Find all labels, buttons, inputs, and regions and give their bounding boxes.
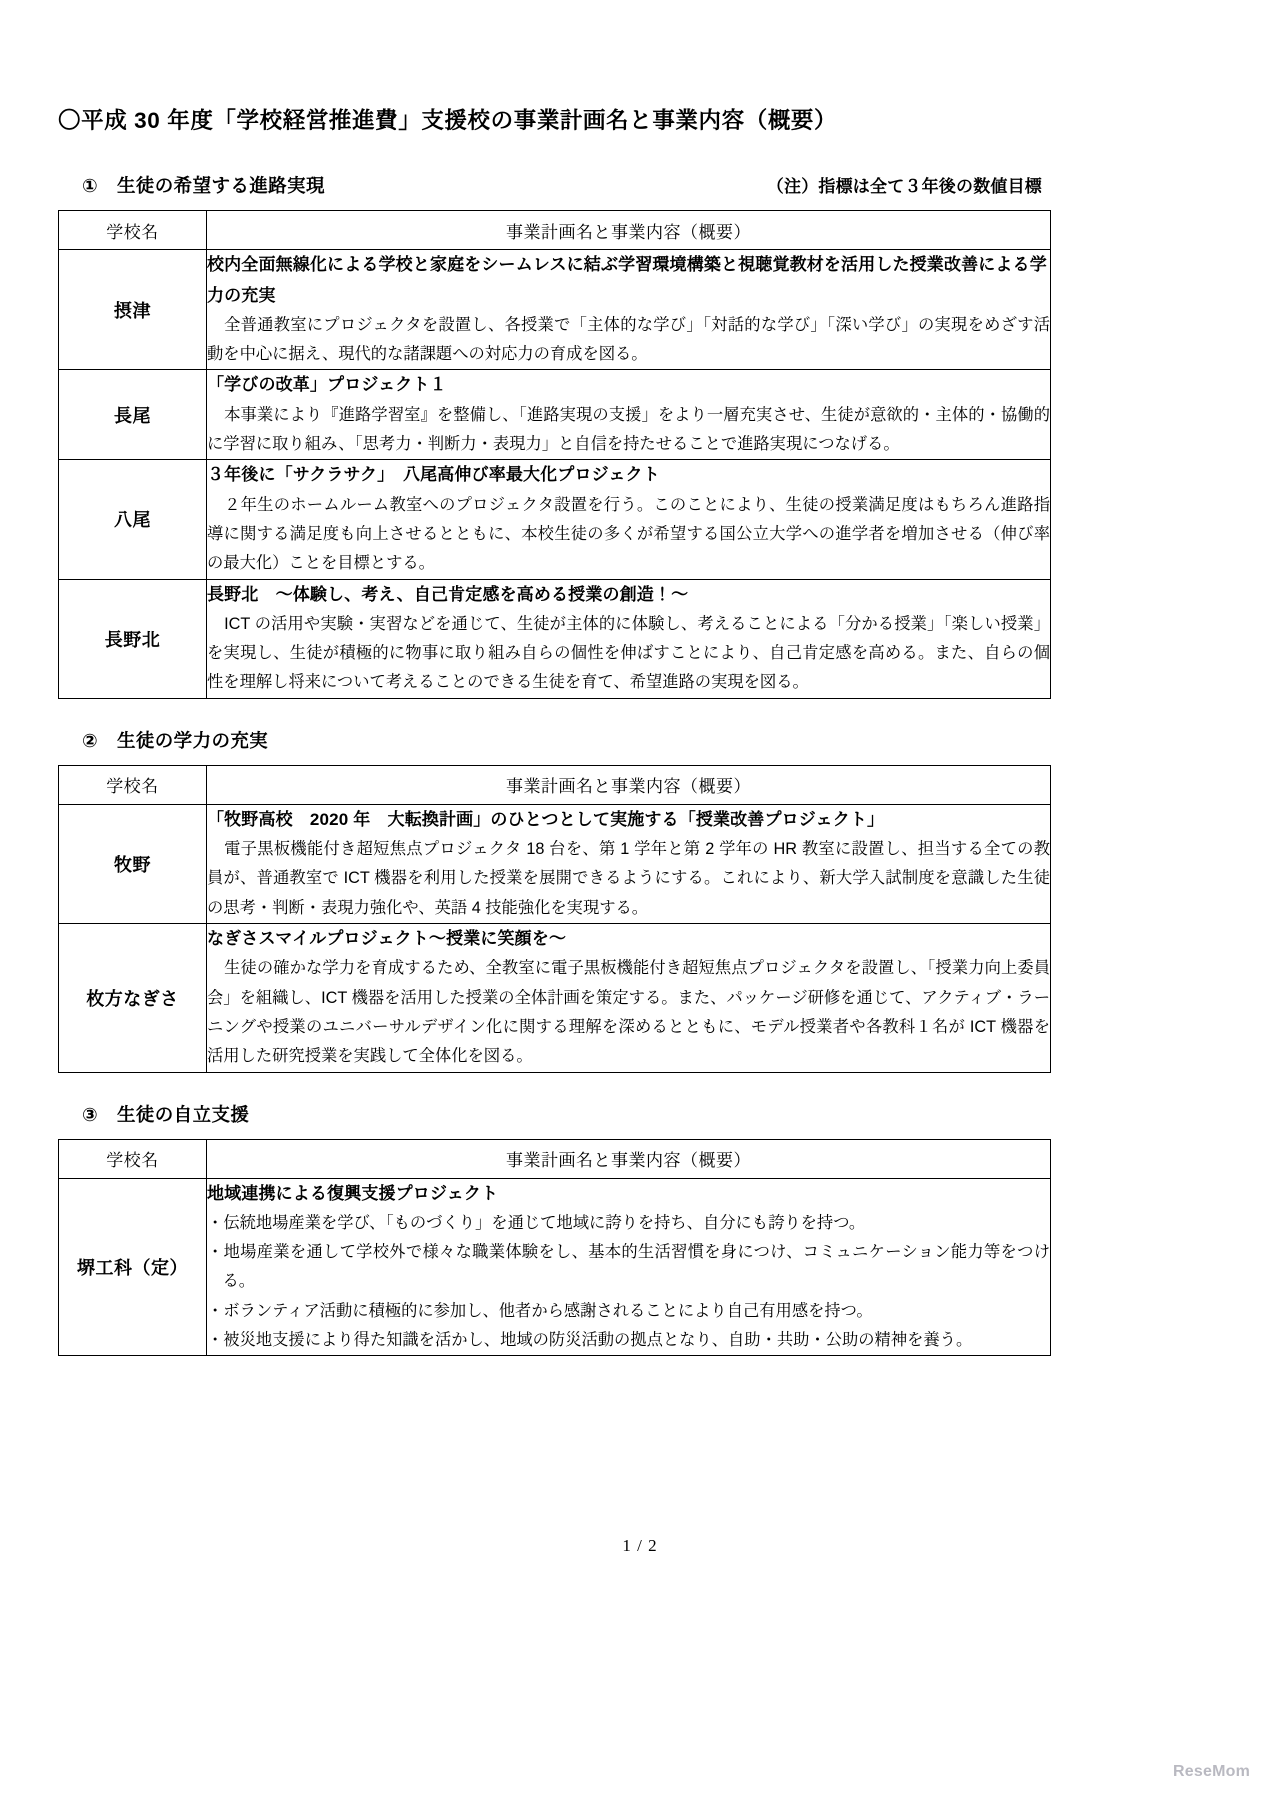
table-header-row	[59, 765, 1051, 804]
section-title-1: ① 生徒の希望する進路実現	[82, 175, 325, 197]
plan-content	[207, 924, 1051, 1073]
section-note-1: （注）指標は全て３年後の数値目標	[766, 177, 1042, 197]
column-header-content: 事業計画名と事業内容（概要）	[207, 1139, 1051, 1178]
plan-name: 地域連携による復興支援プロジェクト	[207, 1183, 499, 1203]
table-row	[59, 804, 1051, 923]
section-header-2	[58, 727, 1050, 753]
plan-table-3	[58, 1139, 1051, 1357]
table-header-row	[59, 1139, 1051, 1178]
school-name: 長野北	[59, 579, 207, 698]
plan-content	[207, 804, 1051, 923]
list-item: ・ 地場産業を通して学校外で様々な職業体験をし、基本的生活習慣を身につけ、コミュニケーション能力等をつける。	[207, 1238, 1050, 1297]
plan-description: 本事業により『進路学習室』を整備し、「進路実現の支援」をより一層充実させ、生徒が意欲的・主体的・協働的に学習に取り組み、「思考力・判断力・表現力」と自信を持たせることで進路実現につなげる。	[207, 405, 1050, 453]
plan-content	[207, 460, 1051, 579]
table-row	[59, 924, 1051, 1073]
section-header-3	[58, 1101, 1050, 1127]
plan-description: ICT の活用や実験・実習などを通じて、生徒が主体的に体験し、考えることによる「分かる授業」「楽しい授業」を実現し、生徒が積極的に物事に取り組み自らの個性を伸ばすことにより、自己肯定感を高める。また、自らの個性を理解し将来について考えることのできる生徒を育て、希望進路の実現を図る。	[207, 614, 1050, 692]
plan-table-2	[58, 765, 1051, 1073]
plan-content	[207, 250, 1051, 370]
table-row	[59, 250, 1051, 370]
table-row	[59, 1178, 1051, 1356]
watermark-logo	[1173, 1763, 1250, 1781]
table-row	[59, 370, 1051, 460]
plan-description: 全普通教室にプロジェクタを設置し、各授業で「主体的な学び」「対話的な学び」「深い学び」の実現をめざす活動を中心に据え、現代的な諸課題への対応力の育成を図る。	[207, 315, 1050, 364]
plan-description: 生徒の確かな学力を育成するため、全教室に電子黒板機能付き超短焦点プロジェクタを設置し、「授業力向上委員会」を組織し、ICT 機器を活用した授業の全体計画を策定する。また、パッケージ研修を通じて、アクティブ・ラーニングや授業のユニバーサルデザイン化に関する理解を深めるとともに、モデル授業者や各教科１名が ICT 機器を活用した研究授業を実践して全体化を図る。	[207, 959, 1050, 1066]
section-title-3: ③ 生徒の自立支援	[82, 1103, 250, 1125]
plan-name: なぎさスマイルプロジェクト〜授業に笑顔を〜	[207, 929, 567, 949]
table-row	[59, 579, 1051, 698]
school-name: 長尾	[59, 370, 207, 460]
school-name: 牧野	[59, 804, 207, 923]
plan-content	[207, 1178, 1051, 1356]
school-name: 八尾	[59, 460, 207, 579]
plan-name: 長野北 〜体験し、考え、自己肯定感を高める授業の創造！〜	[207, 584, 689, 604]
column-header-school: 学校名	[59, 765, 207, 804]
plan-name: 校内全面無線化による学校と家庭をシームレスに結ぶ学習環境構築と視聴覚教材を活用した授業改善による学力の充実	[207, 255, 1047, 305]
plan-name: 「牧野高校 2020 年 大転換計画」のひとつとして実施する「授業改善プロジェクト」	[207, 809, 885, 829]
plan-name: 「学びの改革」プロジェクト１	[207, 375, 447, 395]
school-name: 堺工科（定）	[59, 1178, 207, 1356]
list-item: ・ 被災地支援により得た知識を活かし、地域の防災活動の拠点となり、自助・共助・公助の精神を養う。	[207, 1326, 1050, 1355]
plan-name: ３年後に「サクラサク」 八尾高伸び率最大化プロジェクト	[207, 465, 660, 485]
plan-content	[207, 579, 1051, 698]
page-title: 〇平成 30 年度「学校経営推進費」支援校の事業計画名と事業内容（概要）	[58, 108, 838, 133]
page-number: 1 / 2	[622, 1536, 658, 1555]
section-title-2: ② 生徒の学力の充実	[82, 729, 269, 751]
document-content	[58, 0, 1050, 1356]
column-header-content: 事業計画名と事業内容（概要）	[207, 211, 1051, 250]
column-header-content: 事業計画名と事業内容（概要）	[207, 765, 1051, 804]
plan-description: 電子黒板機能付き超短焦点プロジェクタ 18 台を、第 1 学年と第 2 学年の HR 教室に設置し、担当する全ての教員が、普通教室で ICT 機器を利用した授業を展開できるようにする。これにより、新大学入試制度を意識した生徒の思考・判断・表現力強化や、英語 4 技能強化を実現する。	[207, 840, 1050, 917]
plan-content	[207, 370, 1051, 460]
column-header-school: 学校名	[59, 211, 207, 250]
table-row	[59, 460, 1051, 579]
column-header-school: 学校名	[59, 1139, 207, 1178]
school-name: 枚方なぎさ	[59, 924, 207, 1073]
plan-bullet-list	[207, 1209, 1050, 1356]
list-item: ・ 伝統地場産業を学び、「ものづくり」を通じて地域に誇りを持ち、自分にも誇りを持つ。	[207, 1209, 1050, 1238]
list-item: ・ ボランティア活動に積極的に参加し、他者から感謝されることにより自己有用感を持つ。	[207, 1297, 1050, 1326]
school-name: 摂津	[59, 250, 207, 370]
table-header-row	[59, 211, 1051, 250]
plan-description: ２年生のホームルーム教室へのプロジェクタ設置を行う。このことにより、生徒の授業満足度はもちろん進路指導に関する満足度も向上させるとともに、本校生徒の多くが希望する国公立大学への進学者を増加させる（伸び率の最大化）ことを目標とする。	[207, 495, 1050, 573]
plan-table-1	[58, 210, 1051, 699]
watermark-text: ReseMom	[1173, 1763, 1250, 1780]
section-header-1	[58, 172, 1050, 198]
